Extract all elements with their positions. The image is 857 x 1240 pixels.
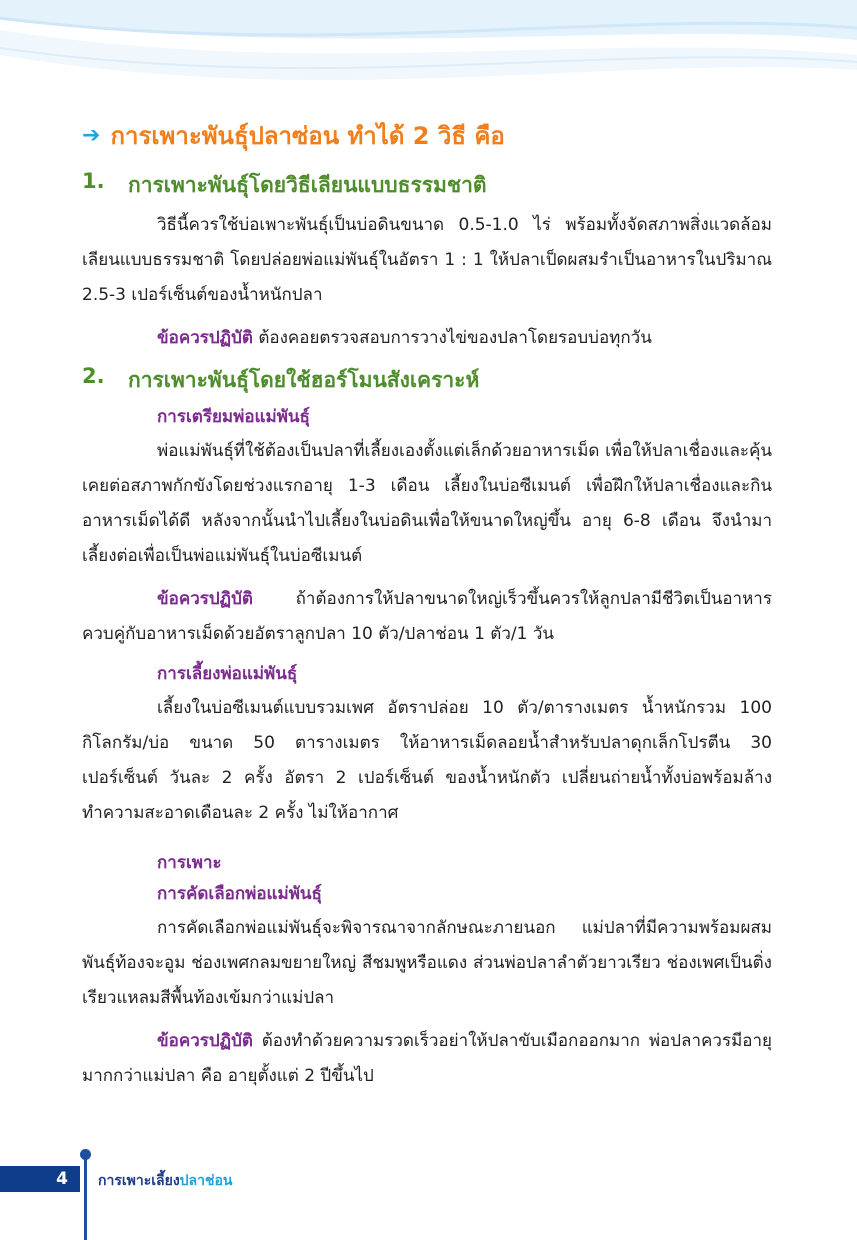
note-label: ข้อควรปฏิบัติ xyxy=(157,1031,253,1051)
section-2-heading xyxy=(82,364,772,397)
footer-book-title xyxy=(98,1170,232,1192)
broodstock-preparation-paragraph: พ่อแม่พันธุ์ที่ใช้ต้องเป็นปลาที่เลี้ยงเองตั้งแต่เล็กด้วยอาหารเม็ด เพื่อให้ปลาเชื่องและคุ้นเคยต่อสภาพกักขังโดยช่วงแรกอายุ 1-3 เดือน เลี้ยงในบ่อซีเมนต์ เพื่อฝึกให้ปลาเชื่องและกินอาหารเม็ดได้ดี หลังจากนั้นนำไปเลี้ยงในบ่อดินเพื่อให้ขนาดใหญ่ขึ้น อายุ 6-8 เดือน จึงนำมาเลี้ยงต่อเพื่อเป็นพ่อแม่พันธุ์ในบ่อซีเมนต์ xyxy=(82,441,772,566)
section-1-heading xyxy=(82,169,772,202)
main-heading-text: การเพาะพันธุ์ปลาซ่อน ทำได้ 2 วิธี คือ xyxy=(110,122,505,150)
subheading-broodstock-rearing: การเลี้ยงพ่อแม่พันธุ์ xyxy=(157,664,298,684)
section-2-number: 2. xyxy=(82,364,105,388)
note-label: ข้อควรปฏิบัติ xyxy=(157,328,253,348)
footer-divider xyxy=(84,1154,87,1240)
broodstock-rearing-paragraph: เลี้ยงในบ่อซีเมนต์แบบรวมเพศ อัตราปล่อย 10 ตัว/ตารางเมตร น้ำหนักรวม 100 กิโลกรัม/บ่อ ขนาด 50 ตารางเมตร ให้อาหารเม็ดลอยน้ำสำหรับปลาดุกเล็กโปรตีน 30 เปอร์เซ็นต์ วันละ 2 ครั้ง อัตรา 2 เปอร์เซ็นต์ ของน้ำหนักตัว เปลี่ยนถ่ายน้ำทั้งบ่อพร้อมล้างทำความสะอาดเดือนละ 2 ครั้ง ไม่ให้อากาศ xyxy=(82,698,772,823)
note-label: ข้อควรปฏิบัติ xyxy=(157,589,253,609)
page-number-band xyxy=(0,1166,80,1192)
section-1-note xyxy=(82,321,772,356)
note-text: ต้องคอยตรวจสอบการวางไข่ของปลาโดยรอบบ่อทุกวัน xyxy=(252,328,652,348)
arrow-right-icon: ➔ xyxy=(82,123,101,148)
footer-title-accent: ปลาช่อน xyxy=(179,1173,233,1189)
section-1-title: การเพาะพันธุ์โดยวิธีเลียนแบบธรรมชาติ xyxy=(128,173,487,197)
broodstock-preparation-note xyxy=(82,582,772,652)
broodstock-selection-note xyxy=(82,1024,772,1094)
footer-title-main: การเพาะเลี้ยง xyxy=(98,1173,180,1189)
section-1-number: 1. xyxy=(82,169,105,193)
page-content xyxy=(82,110,772,1094)
subheading-broodstock-preparation: การเตรียมพ่อแม่พันธุ์ xyxy=(157,407,310,427)
section-2-title: การเพาะพันธุ์โดยใช้ฮอร์โมนสังเคราะห์ xyxy=(128,368,480,392)
page-number: 4 xyxy=(56,1169,68,1189)
note-text: ถ้าต้องการให้ปลาขนาดใหญ่เร็วขึ้นควรให้ลูกปลามีชีวิตเป็นอาหารควบคู่กับอาหารเม็ดด้วยอัตราลูกปลา 10 ตัว/ปลาช่อน 1 ตัว/1 วัน xyxy=(82,589,772,644)
subheading-breeding: การเพาะ xyxy=(157,853,222,873)
note-text: ต้องทำด้วยความรวดเร็วอย่าให้ปลาขับเมือกออกมาก พ่อปลาควรมีอายุมากกว่าแม่ปลา คือ อายุตั้งแต่ 2 ปีขึ้นไป xyxy=(82,1031,772,1086)
broodstock-selection-paragraph: การคัดเลือกพ่อแม่พันธุ์จะพิจารณาจากลักษณะภายนอก แม่ปลาที่มีความพร้อมผสมพันธุ์ท้องจะอูม ช่องเพศกลมขยายใหญ่ สีชมพูหรือแดง ส่วนพ่อปลาลำตัวยาวเรียว ช่องเพศเป็นติ่งเรียวแหลมสีพื้นท้องเข้มกว่าแม่ปลา xyxy=(82,918,772,1008)
section-1-paragraph: วิธีนี้ควรใช้บ่อเพาะพันธุ์เป็นบ่อดินขนาด 0.5-1.0 ไร่ พร้อมทั้งจัดสภาพสิ่งแวดล้อมเลียนแบบธรรมชาติ โดยปล่อยพ่อแม่พันธุ์ในอัตรา 1 : 1 ให้ปลาเป็ดผสมรำเป็นอาหารในปริมาณ 2.5-3 เปอร์เซ็นต์ของน้ำหนักปลา xyxy=(82,215,772,305)
subheading-broodstock-selection: การคัดเลือกพ่อแม่พันธุ์ xyxy=(157,884,322,904)
main-heading xyxy=(82,116,772,155)
